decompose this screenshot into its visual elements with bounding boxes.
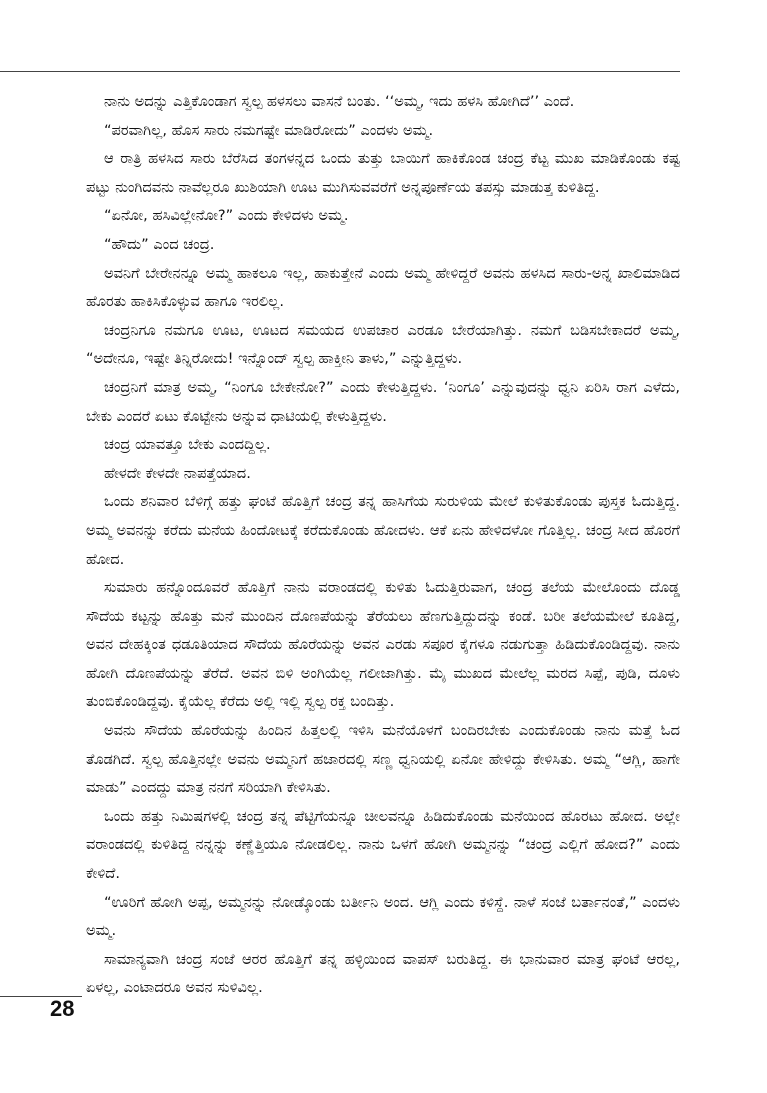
paragraph: “ಹೌದು” ಎಂದ ಚಂದ್ರ. <box>104 235 215 253</box>
paragraph: ಚಂದ್ರನಿಗೂ ನಮಗೂ ಊಟ, ಊಟದ ಸಮಯದ ಉಪಚಾರ ಎರಡೂ ಬೇರೆಯಾಗಿತ್ತು. ನಮಗೆ ಬಡಿಸಬೇಕಾದರೆ ಅಮ್ಮ, “ಅದೇನೂ, ಇಷ್ಟೇ ತಿನ್ನಿರೋದು! ಇನ್ನೊಂದ್ ಸ್ವಲ್ಪ ಹಾಕ್ತೀನಿ ತಾಳು,” ಎನ್ನುತ್ತಿದ್ದಳು. <box>86 321 680 368</box>
paragraph: “ಊರಿಗೆ ಹೋಗಿ ಅಪ್ಪ, ಅಮ್ಮನನ್ನು ನೋಡ್ಕೊಂಡು ಬರ್ತೀನಿ ಅಂದ. ಆಗ್ಲಿ ಎಂದು ಕಳಿಸ್ದೆ. ನಾಳೆ ಸಂಜೆ ಬರ್ತಾನಂತೆ,” ಎಂದಳು ಅಮ್ಮ. <box>86 893 680 940</box>
page-body <box>86 88 680 1003</box>
paragraph: “ಏನೋ, ಹಸಿವಿಲ್ಲೇನೋ?” ಎಂದು ಕೇಳಿದಳು ಅಮ್ಮ. <box>104 207 349 225</box>
page-number: 28 <box>50 996 75 1021</box>
paragraph: ಒಂದು ಶನಿವಾರ ಬೆಳಿಗ್ಗೆ ಹತ್ತು ಘಂಟೆ ಹೊತ್ತಿಗೆ ಚಂದ್ರ ತನ್ನ ಹಾಸಿಗೆಯ ಸುರುಳಿಯ ಮೇಲೆ ಕುಳಿತುಕೊಂಡು ಪುಸ್ತಕ ಓದುತ್ತಿದ್ದ. ಅಮ್ಮ ಅವನನ್ನು ಕರೆದು ಮನೆಯ ಹಿಂದೋಟಕ್ಕೆ ಕರೆದುಕೊಂಡು ಹೋದಳು. ಆಕೆ ಏನು ಹೇಳಿದಳೋ ಗೊತ್ತಿಲ್ಲ. ಚಂದ್ರ ಸೀದ ಹೊರಗೆ ಹೋದ. <box>86 493 680 568</box>
paragraph: ಅವನು ಸೌದೆಯ ಹೊರೆಯನ್ನು ಹಿಂದಿನ ಹಿತ್ತಲಲ್ಲಿ ಇಳಿಸಿ ಮನೆಯೊಳಗೆ ಬಂದಿರಬೇಕು ಎಂದುಕೊಂಡು ನಾನು ಮತ್ತೆ ಓದ ತೊಡಗಿದೆ. ಸ್ವಲ್ಪ ಹೊತ್ತಿನಲ್ಲೇ ಅವನು ಅಮ್ಮನಿಗೆ ಹಜಾರದಲ್ಲಿ ಸಣ್ಣ ಧ್ವನಿಯಲ್ಲಿ ಏನೋ ಹೇಳಿದ್ದು ಕೇಳಿಸಿತು. ಅಮ್ಮ “ಆಗ್ಲಿ, ಹಾಗೇ ಮಾಡು” ಎಂದದ್ದು ಮಾತ್ರ ನನಗೆ ಸರಿಯಾಗಿ ಕೇಳಿಸಿತು. <box>86 722 680 797</box>
paragraph: ಚಂದ್ರನಿಗೆ ಮಾತ್ರ ಅಮ್ಮ, “ನಿಂಗೂ ಬೇಕೇನೋ?” ಎಂದು ಕೇಳುತ್ತಿದ್ದಳು. ‘ನಿಂಗೂ’ ಎನ್ನುವುದನ್ನು ಧ್ವನಿ ಏರಿಸಿ ರಾಗ ಎಳೆದು, ಬೇಕು ಎಂದರೆ ಏಟು ಕೊಟ್ಟೇನು ಅನ್ನುವ ಧಾಟಿಯಲ್ಲಿ ಕೇಳುತ್ತಿದ್ದಳು. <box>86 378 680 425</box>
paragraph: ಹೇಳದೇ ಕೇಳದೇ ನಾಪತ್ತೆಯಾದ. <box>104 464 251 482</box>
top-rule <box>0 71 680 72</box>
paragraph: “ಪರವಾಗಿಲ್ಲ, ಹೊಸ ಸಾರು ನಮಗಷ್ಟೇ ಮಾಡಿರೋದು” ಎಂದಳು ಅಮ್ಮ. <box>104 121 434 139</box>
paragraph: ನಾನು ಅದನ್ನು ಎತ್ತಿಕೊಂಡಾಗ ಸ್ವಲ್ಪ ಹಳಸಲು ವಾಸನೆ ಬಂತು. ‘‘ಅಮ್ಮ, ಇದು ಹಳಸಿ ಹೋಗಿದೆ’’ ಎಂದೆ. <box>104 93 575 110</box>
paragraph: ಸಾಮಾನ್ಯವಾಗಿ ಚಂದ್ರ ಸಂಜೆ ಆರರ ಹೊತ್ತಿಗೆ ತನ್ನ ಹಳ್ಳಿಯಿಂದ ವಾಪಸ್ ಬರುತಿದ್ದ. ಈ ಭಾನುವಾರ ಮಾತ್ರ ಘಂಟೆ ಆರಲ್ಲ, ಏಳಲ್ಲ, ಎಂಟಾದರೂ ಅವನ ಸುಳಿವಿಲ್ಲ. <box>86 950 680 997</box>
paragraph: ಸುಮಾರು ಹನ್ನೊಂದೂವರೆ ಹೊತ್ತಿಗೆ ನಾನು ವರಾಂಡದಲ್ಲಿ ಕುಳಿತು ಓದುತ್ತಿರುವಾಗ, ಚಂದ್ರ ತಲೆಯ ಮೇಲೊಂದು ದೊಡ್ಡ ಸೌದೆಯ ಕಟ್ಟನ್ನು ಹೊತ್ತು ಮನೆ ಮುಂದಿನ ದೊಣಪೆಯನ್ನು ತೆರೆಯಲು ಹೆಣಗುತ್ತಿದ್ದುದನ್ನು ಕಂಡೆ. ಬರೀ ತಲೆಯಮೇಲೆ ಕೂತಿದ್ದ, ಅವನ ದೇಹಕ್ಕಿಂತ ಧಡೂತಿಯಾದ ಸೌದೆಯ ಹೊರೆಯನ್ನು ಅವನ ಎರಡು ಸಪೂರ ಕೈಗಳೂ ನಡುಗುತ್ತಾ ಹಿಡಿದುಕೊಂಡಿದ್ದವು. ನಾನು ಹೋಗಿ ದೊಣಪೆಯನ್ನು ತೆರೆದೆ. ಅವನ ಬಿಳಿ ಅಂಗಿಯೆಲ್ಲ ಗಲೀಜಾಗಿತ್ತು. ಮೈ ಮುಖದ ಮೇಲೆಲ್ಲ ಮರದ ಸಿಪ್ಪೆ, ಪುಡಿ, ದೂಳು ತುಂಬಿಕೊಂಡಿದ್ದವು. ಕೈಯೆಲ್ಲ ಕೆರೆದು ಅಲ್ಲಿ ಇಲ್ಲಿ ಸ್ವಲ್ಪ ರಕ್ತ ಬಂದಿತ್ತು. <box>86 579 680 711</box>
paragraph: ಅವನಿಗೆ ಬೇರೇನನ್ನೂ ಅಮ್ಮ ಹಾಕಲೂ ಇಲ್ಲ, ಹಾಕುತ್ತೇನೆ ಎಂದು ಅಮ್ಮ ಹೇಳಿದ್ದರೆ ಅವನು ಹಳಸಿದ ಸಾರು-ಅನ್ನ ಖಾಲಿಮಾಡಿದ ಹೊರತು ಹಾಕಿಸಿಕೊಳ್ಳುವ ಹಾಗೂ ಇರಲಿಲ್ಲ. <box>86 264 680 311</box>
paragraph: ಚಂದ್ರ ಯಾವತ್ತೂ ಬೇಕು ಎಂದದ್ದಿಲ್ಲ. <box>104 436 271 454</box>
paragraph: ಒಂದು ಹತ್ತು ನಿಮಿಷಗಳಲ್ಲಿ ಚಂದ್ರ ತನ್ನ ಪೆಟ್ಟಿಗೆಯನ್ನೂ ಚೀಲವನ್ನೂ ಹಿಡಿದುಕೊಂಡು ಮನೆಯಿಂದ ಹೊರಟು ಹೋದ. ಅಲ್ಲೇ ವರಾಂಡದಲ್ಲಿ ಕುಳಿತಿದ್ದ ನನ್ನನ್ನು ಕಣ್ಣೆತ್ತಿಯೂ ನೋಡಲಿಲ್ಲ. ನಾನು ಒಳಗೆ ಹೋಗಿ ಅಮ್ಮನನ್ನು “ಚಂದ್ರ ಎಲ್ಲಿಗೆ ಹೋದ?” ಎಂದು ಕೇಳಿದೆ. <box>86 807 680 883</box>
paragraph: ಆ ರಾತ್ರಿ ಹಳಸಿದ ಸಾರು ಬೆರೆಸಿದ ತಂಗಳನ್ನದ ಒಂದು ತುತ್ತು ಬಾಯಿಗೆ ಹಾಕಿಕೊಂಡ ಚಂದ್ರ ಕೆಟ್ಟ ಮುಖ ಮಾಡಿಕೊಂಡು ಕಷ್ಟ ಪಟ್ಟು ನುಂಗಿದವನು ನಾವೆಲ್ಲರೂ ಖುಶಿಯಾಗಿ ಊಟ ಮುಗಿಸುವವರೆಗೆ ಅನ್ನಪೂರ್ಣೆಯ ತಪಸ್ಸು ಮಾಡುತ್ತ ಕುಳಿತಿದ್ದ. <box>86 150 680 196</box>
